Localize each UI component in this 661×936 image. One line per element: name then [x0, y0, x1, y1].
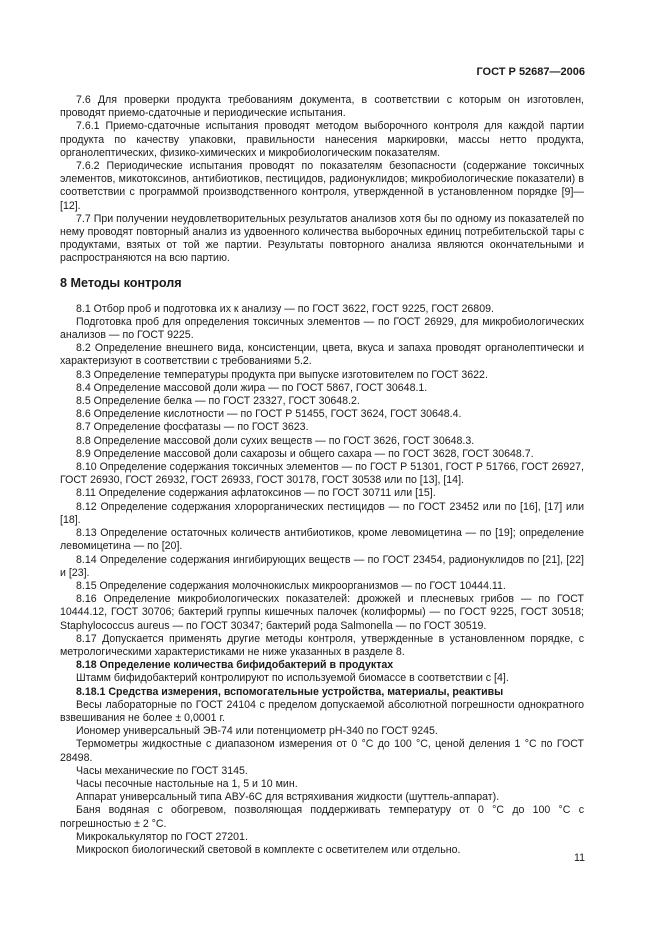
paragraph: Весы лабораторные по ГОСТ 24104 с пределом допускаемой абсолютной погрешности однократного взвешивания не более ± 0,0001 г. [60, 698, 584, 724]
paragraph: Часы песочные настольные на 1, 5 и 10 мин. [76, 777, 298, 790]
paragraph: 8.5 Определение белка — по ГОСТ 23327, ГОСТ 30648.2. [76, 395, 360, 408]
paragraph: Часы механические по ГОСТ 3145. [76, 764, 248, 777]
paragraph: 8.8 Определение массовой доли сухих веществ — по ГОСТ 3626, ГОСТ 30648.3. [76, 434, 475, 447]
paragraph: 7.7 При получении неудовлетворительных результатов анализов хотя бы по одному из показателей по нему проводят повторный анализ из удвоенного количества выборочных единиц потребительской тары с продуктами, взятых от той же партии. Результаты повторного анализа являются окончательными и распространяются на всю партию. [60, 212, 584, 265]
paragraph: Баня водяная с обогревом, позволяющая поддерживать температуру от 0 °С до 100 °С с погрешностью ± 2 °С. [60, 804, 584, 830]
paragraph: 8.2 Определение внешнего вида, консистенции, цвета, вкуса и запаха проводят органолептически и характеризуют в соответствии с требованиями 5.2. [60, 342, 584, 368]
paragraph: 8.4 Определение массовой доли жира — по ГОСТ 5867, ГОСТ 30648.1. [76, 381, 428, 394]
document-header: ГОСТ Р 52687—2006 [476, 66, 585, 78]
paragraph: Штамм бифидобактерий контролируют по используемой биомассе в соответствии с [4]. [76, 672, 509, 685]
paragraph: 8.10 Определение содержания токсичных элементов — по ГОСТ Р 51301, ГОСТ Р 51766, ГОСТ 26927, ГОСТ 26930, ГОСТ 26932, ГОСТ 26933, ГОСТ 30178, ГОСТ 30538 или по [13], [14]. [60, 461, 584, 487]
paragraph: 8.13 Определение остаточных количеств антибиотиков, кроме левомицетина — по [19]; определение левомицетина — по [20]. [60, 527, 584, 553]
subsection-heading: 8.18 Определение количества бифидобактерий в продуктах [76, 659, 394, 672]
paragraph: 8.12 Определение содержания хлорорганических пестицидов — по ГОСТ 23452 или по [16], [17] или [18]. [60, 500, 584, 526]
page-number: 11 [574, 852, 585, 864]
paragraph: 7.6 Для проверки продукта требованиям документа, в соответствии с которым он изготовлен, проводят приемо-сдаточные и периодические испытания. [60, 94, 584, 120]
paragraph: 8.1 Отбор проб и подготовка их к анализу — по ГОСТ 3622, ГОСТ 9225, ГОСТ 26809. [76, 302, 494, 315]
paragraph: 7.6.2 Периодические испытания проводят по показателям безопасности (содержание токсичных элементов, микотоксинов, антибиотиков, пестицидов, радионуклидов; микробиологические показатели) в соответствии с программой производственного контроля, утвержденной в установленном порядке [9]—[12]. [60, 160, 584, 212]
paragraph: Подготовка проб для определения токсичных элементов — по ГОСТ 26929, для микробиологических анализов — по ГОСТ 9225. [60, 315, 584, 342]
section-heading: 8 Методы контроля [60, 275, 182, 290]
paragraph: Микрокалькулятор по ГОСТ 27201. [76, 830, 248, 843]
paragraph: 8.9 Определение массовой доли сахарозы и общего сахара — по ГОСТ 3628, ГОСТ 30648.7. [76, 447, 534, 460]
subsection-heading: 8.18.1 Средства измерения, вспомогательные устройства, материалы, реактивы [76, 685, 504, 698]
paragraph: 8.7 Определение фосфатазы — по ГОСТ 3623. [76, 421, 309, 434]
paragraph: Термометры жидкостные с диапазоном измерения от 0 °С до 100 °С, ценой деления 1 °С по ГОСТ 28498. [60, 738, 584, 764]
paragraph: Иономер универсальный ЭВ-74 или потенциометр рН-340 по ГОСТ 9245. [76, 725, 438, 738]
paragraph: 8.17 Допускается применять другие методы контроля, утвержденные в установленном порядке, с метрологическими характеристиками не ниже указанных в разделе 8. [60, 632, 584, 658]
paragraph: 8.16 Определение микробиологических показателей: дрожжей и плесневых грибов — по ГОСТ 10444.12, ГОСТ 30706; бактерий группы кишечных палочек (колиформы) — по ГОСТ 9225, ГОСТ 30518; Staphylococcus aureus — по ГОСТ 30347; бактерий рода Salmonella — по ГОСТ 30519. [60, 593, 584, 632]
paragraph: 8.14 Определение содержания ингибирующих веществ — по ГОСТ 23454, радионуклидов по [21], [22] и [23]. [60, 553, 584, 579]
paragraph: 8.3 Определение температуры продукта при выпуске изготовителем по ГОСТ 3622. [76, 368, 488, 381]
paragraph: Аппарат универсальный типа АВУ-6С для встряхивания жидкости (шуттель-аппарат). [76, 791, 500, 804]
paragraph: 8.15 Определение содержания молочнокислых микроорганизмов — по ГОСТ 10444.11. [76, 579, 506, 592]
paragraph: Микроскоп биологический световой в комплекте с осветителем или отдельно. [76, 843, 461, 856]
paragraph: 8.6 Определение кислотности — по ГОСТ Р 51455, ГОСТ 3624, ГОСТ 30648.4. [76, 408, 462, 421]
paragraph: 8.11 Определение содержания афлатоксинов — по ГОСТ 30711 или [15]. [76, 487, 436, 500]
document-body [60, 94, 584, 857]
paragraph: 7.6.1 Приемо-сдаточные испытания проводят методом выборочного контроля для каждой партии продукта по качеству упаковки, правильности нанесения маркировки, массы нетто продукта, органолептических, физико-химических и микробиологическим показателям. [60, 120, 584, 159]
